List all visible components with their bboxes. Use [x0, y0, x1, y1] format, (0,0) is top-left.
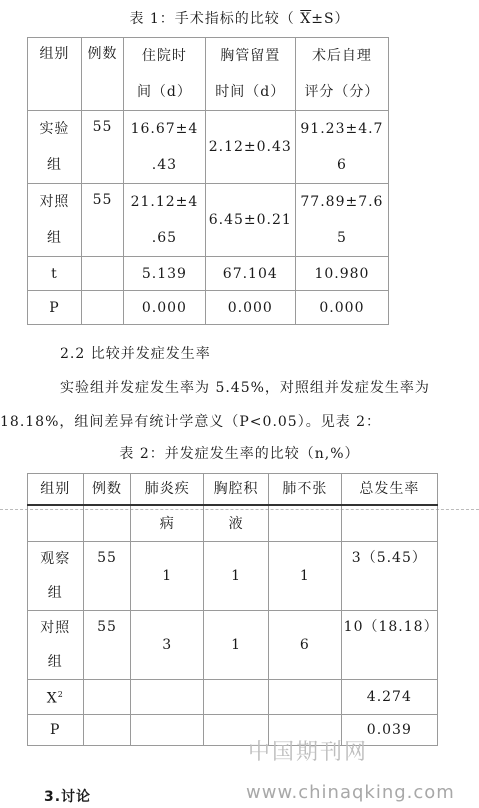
stat-label-cell: P — [28, 291, 82, 325]
total-rate-cell: 3（5.45） — [341, 542, 437, 611]
total-rate-cell: 0.039 — [341, 714, 437, 745]
count-cell: 55 — [83, 542, 131, 611]
hospital-days-cell: 0.000 — [124, 291, 206, 325]
section-3-heading: 3.讨论 — [44, 789, 92, 805]
effusion-cell: 1 — [204, 611, 269, 680]
atelectasis-cell: 6 — [269, 611, 342, 680]
table2-subheader-cell: 液 — [204, 505, 269, 542]
table2-subheader-cell — [341, 505, 437, 542]
atelectasis-cell: 1 — [269, 542, 342, 611]
pneumonia-cell: 1 — [131, 542, 204, 611]
table1-header-cell: 住院时 间（d） — [124, 38, 206, 111]
table1-header-cell: 组别 — [28, 38, 82, 111]
count-cell: 55 — [81, 184, 123, 257]
paragraph-line: 18.18%，组间差异有统计学意义（P<0.05）。见表 2： — [0, 414, 382, 430]
paragraph-line: 实验组并发症发生率为 5.45%，对照组并发症发生率为 — [60, 380, 430, 396]
stat-label-cell: P — [28, 714, 84, 745]
table1-header-row — [28, 38, 389, 111]
score-cell: 0.000 — [295, 291, 388, 325]
effusion-cell: 1 — [204, 542, 269, 611]
group-cell: 实验 组 — [28, 111, 82, 184]
hospital-days-cell: 21.12±4 .65 — [124, 184, 206, 257]
table2-header-row — [28, 474, 438, 506]
table-row — [28, 542, 438, 611]
table1-header-cell: 胸管留置 时间（d） — [205, 38, 295, 111]
count-cell: 55 — [81, 111, 123, 184]
table2-header-cell: 胸腔积 — [204, 474, 269, 506]
table2-subheader-cell — [28, 505, 84, 542]
table2-subheader-cell: 病 — [131, 505, 204, 542]
table-row — [28, 714, 438, 745]
table2-header-cell: 总发生率 — [341, 474, 437, 506]
count-cell — [83, 680, 131, 715]
drain-days-cell: 6.45±0.21 — [205, 184, 295, 257]
score-cell: 10.980 — [295, 257, 388, 291]
count-cell: 55 — [83, 611, 131, 680]
table2-subheader-cell — [83, 505, 131, 542]
pneumonia-cell — [131, 714, 204, 745]
group-cell: 对照 组 — [28, 184, 82, 257]
table1-header-cell: 术后自理 评分（分） — [295, 38, 388, 111]
watermark-cn: 中国期刊网 — [248, 740, 369, 765]
table2-subheader-cell — [269, 505, 342, 542]
group-cell: 对照 组 — [28, 611, 84, 680]
table-row — [28, 291, 389, 325]
pneumonia-cell: 3 — [131, 611, 204, 680]
table2-header-cell: 肺炎疾 — [131, 474, 204, 506]
atelectasis-cell — [269, 680, 342, 715]
table2 — [27, 473, 438, 746]
table2-subheader-row — [28, 505, 438, 542]
stat-label-cell: t — [28, 257, 82, 291]
drain-days-cell: 2.12±0.43 — [205, 111, 295, 184]
section-2-2-heading: 2.2 比较并发症发生率 — [60, 346, 211, 362]
hospital-days-cell: 5.139 — [124, 257, 206, 291]
table-row — [28, 184, 389, 257]
total-rate-cell: 10（18.18） — [341, 611, 437, 680]
pneumonia-cell — [131, 680, 204, 715]
table1-header-cell: 例数 — [81, 38, 123, 111]
table-row — [28, 257, 389, 291]
drain-days-cell: 67.104 — [205, 257, 295, 291]
table2-header-cell: 例数 — [83, 474, 131, 506]
count-cell — [83, 714, 131, 745]
score-cell: 77.89±7.6 5 — [295, 184, 388, 257]
table1 — [27, 37, 389, 325]
table-row — [28, 111, 389, 184]
watermark-url: www.chinaqking.com — [246, 782, 455, 803]
drain-days-cell: 0.000 — [205, 291, 295, 325]
stat-label-cell: $X^2$ — [28, 680, 84, 715]
table2-header-cell: 肺不张 — [269, 474, 342, 506]
table2-caption: 表 2：并发症发生率的比较（n,%） — [119, 446, 360, 462]
table2-header-cell: 组别 — [28, 474, 84, 506]
hospital-days-cell: 16.67±4 .43 — [124, 111, 206, 184]
score-cell: 91.23±4.7 6 — [295, 111, 388, 184]
count-cell — [81, 257, 123, 291]
group-cell: 观察 组 — [28, 542, 84, 611]
effusion-cell — [204, 680, 269, 715]
count-cell — [81, 291, 123, 325]
total-rate-cell: 4.274 — [341, 680, 437, 715]
table1-caption: 表 1：手术指标的比较（ $\overline{X}\pm S$） — [129, 11, 350, 27]
table-row — [28, 680, 438, 715]
table-row — [28, 611, 438, 680]
